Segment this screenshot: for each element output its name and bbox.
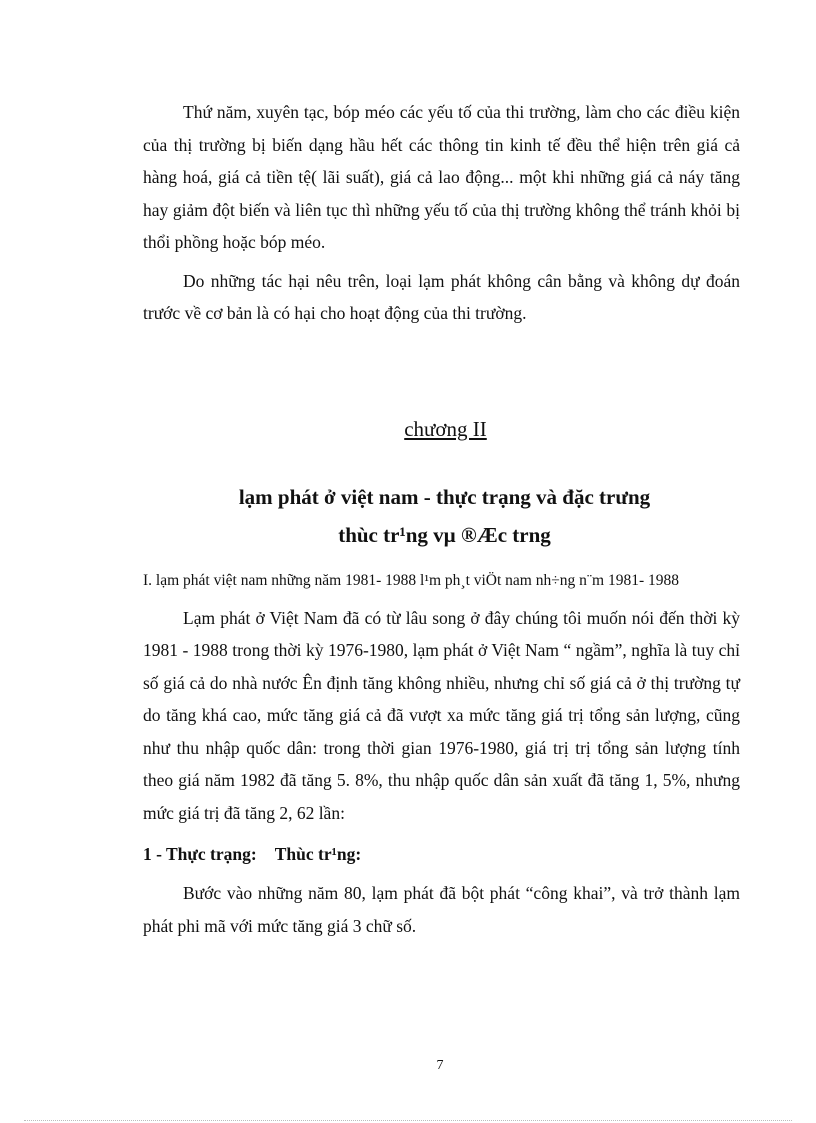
paragraph-harm-summary: Do những tác hại nêu trên, loại lạm phát không cân bằng và không dự đoán trước về cơ bản là có hại cho hoạt động của thi trường. — [143, 270, 740, 323]
page-bottom-rule — [24, 1120, 792, 1121]
subsection-heading — [143, 839, 740, 869]
chapter-title-line-2: thùc tr¹ng vµ ®Æc trng — [338, 522, 551, 547]
subsection-heading-encoded: Thùc tr¹ng: — [274, 844, 362, 864]
section-heading: I. lạm phát việt nam những năm 1981- 1988 l¹m ph¸t viÖt nam nh÷ng n¨m 1981- 1988 — [143, 571, 679, 589]
page-content — [143, 96, 740, 948]
subsection-heading-text: 1 - Thực trạng: — [143, 844, 257, 864]
paragraph-market-distortion: Thứ năm, xuyên tạc, bóp méo các yếu tố của thi trường, làm cho các điều kiện của thị trường bị biến dạng hầu hết các thông tin kinh tế đều thể hiện trên giá cả hàng hoá, giá cả tiền tệ( lãi suất), giá cả lao động... một khi những giá cả náy tăng hay giảm đột biến và liên tục thì những yếu tố của thị trường không thể tránh khỏi bị thổi phồng hoặc bóp méo. — [143, 102, 740, 252]
chapter-title-line-1: lạm phát ở việt nam - thực trạng và đặc trưng — [238, 484, 651, 509]
chapter-label: chương II — [404, 416, 487, 441]
paragraph-hyperinflation: Bước vào những năm 80, lạm phát đã bột phát “công khai”, và trở thành lạm phát phi mã với mức tăng giá 3 chữ số. — [143, 883, 740, 936]
paragraph-inflation-history: Lạm phát ở Việt Nam đã có từ lâu song ở đây chúng tôi muốn nói đến thời kỳ 1981 - 1988 trong thời kỳ 1976-1980, lạm phát ở Việt Nam “ ngầm”, nghĩa là tuy chỉ số giá cả do nhà nước Ên định tăng không nhiều, nhưng chỉ số giá cả ở thị trường tự do tăng khá cao, mức tăng giá cả đã vượt xa mức tăng giá trị tổng sản lượng, cũng như thu nhập quốc dân: trong thời gian 1976-1980, giá trị trị tổng sản lượng tính theo giá năm 1982 đã tăng 5. 8%, thu nhập quốc dân sản xuất đã tăng 1, 5%, nhưng mức giá trị đã tăng 2, 62 lần: — [143, 607, 740, 823]
page-number: 7 — [436, 1058, 444, 1073]
